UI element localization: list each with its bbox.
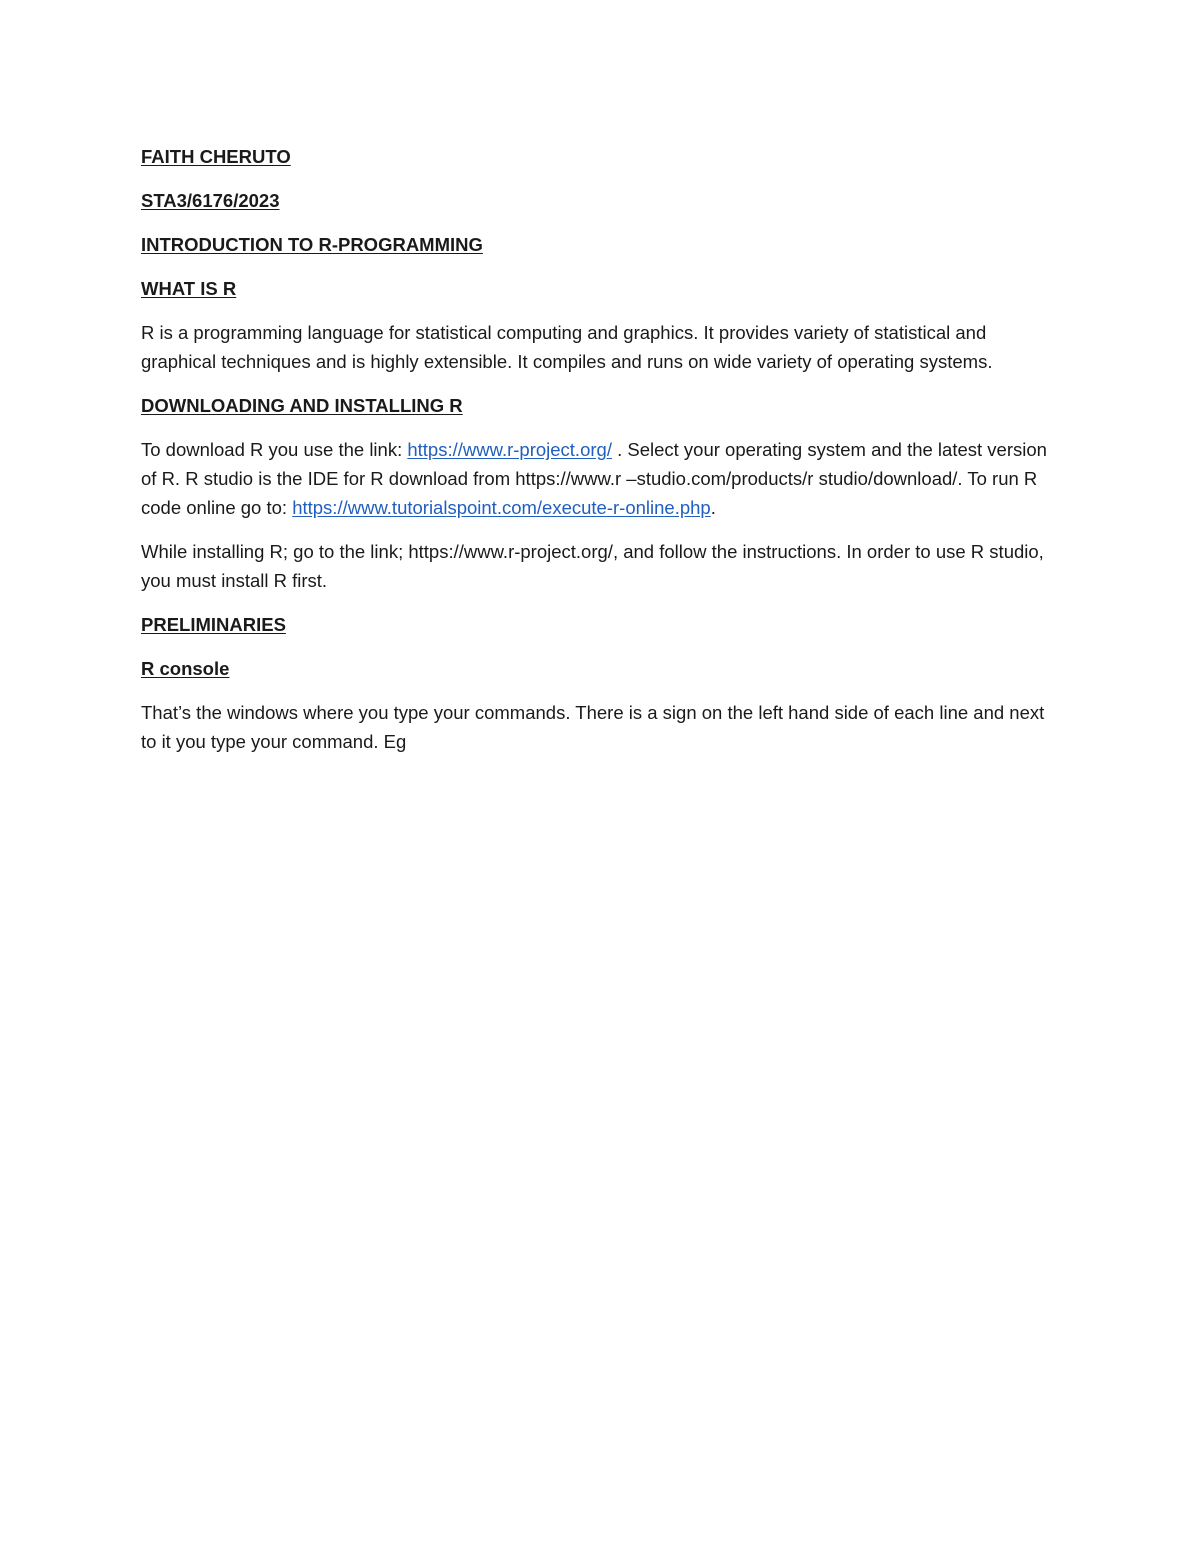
- tutorialspoint-link[interactable]: https://www.tutorialspoint.com/execute-r-online.php: [292, 497, 711, 518]
- r-console-paragraph: That’s the windows where you type your commands. There is a sign on the left hand side of each line and next to it you type your command. Eg: [141, 702, 1045, 752]
- what-is-r-paragraph: R is a programming language for statistical computing and graphics. It provides variety of statistical and graphical techniques and is highly extensible. It compiles and runs on wide variety of operating systems.: [141, 322, 993, 372]
- download-paragraph: [141, 435, 1061, 522]
- download-heading: DOWNLOADING AND INSTALLING R: [141, 395, 463, 416]
- document-body: [141, 142, 1061, 756]
- r-project-link[interactable]: https://www.r-project.org/: [407, 439, 612, 460]
- download-text-b: . Select your operating system and the latest version of R. R studio is the IDE for R download from https://www.r –studio.com/products/r studio/download/. To run R code online go to:: [141, 439, 1047, 518]
- r-console-subheading: R console: [141, 658, 230, 679]
- download-text-a: To download R you use the link:: [141, 439, 408, 460]
- registration-number: STA3/6176/2023: [141, 190, 280, 211]
- author-name: FAITH CHERUTO: [141, 146, 291, 167]
- download-text-c: .: [710, 497, 716, 518]
- document-title: INTRODUCTION TO R-PROGRAMMING: [141, 234, 483, 255]
- install-paragraph: While installing R; go to the link; https://www.r-project.org/, and follow the instructions. In order to use R studio, you must install R first.: [141, 541, 1044, 591]
- what-is-r-heading: WHAT IS R: [141, 278, 237, 299]
- preliminaries-heading: PRELIMINARIES: [141, 614, 286, 635]
